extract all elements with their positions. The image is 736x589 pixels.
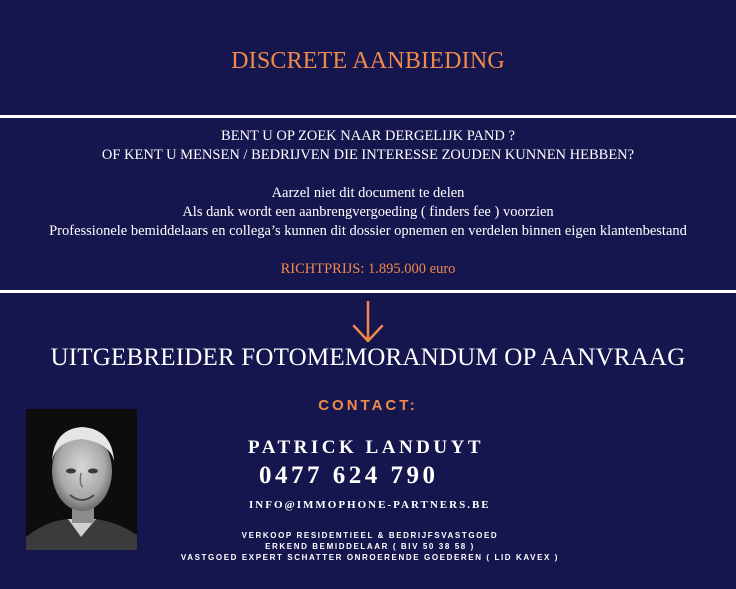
contact-phone[interactable]: 0477 624 790 xyxy=(259,462,439,489)
footer-line-3: VASTGOED EXPERT SCHATTER ONROERENDE GOEDEREN ( LID KAVEX ) xyxy=(180,553,560,562)
divider-bottom xyxy=(0,290,736,293)
page-title: DISCRETE AANBIEDING xyxy=(231,48,505,74)
message-line-3: Professionele bemiddelaars en collega’s kunnen dit dossier opnemen en verdelen binnen eigen klantenbestand xyxy=(49,223,687,239)
question-line-2: OF KENT U MENSEN / BEDRIJVEN DIE INTERESSE ZOUDEN KUNNEN HEBBEN? xyxy=(101,147,635,163)
price-line: RICHTPRIJS: 1.895.000 euro xyxy=(280,261,456,277)
headline: UITGEBREIDER FOTOMEMORANDUM OP AANVRAAG xyxy=(50,344,686,371)
contact-email[interactable]: INFO@IMMOPHONE-PARTNERS.BE xyxy=(249,499,491,511)
footer-line-1: VERKOOP RESIDENTIEEL & BEDRIJFSVASTGOED xyxy=(241,531,499,540)
message-line-2: Als dank wordt een aanbrengvergoeding ( finders fee ) voorzien xyxy=(182,204,554,220)
footer-line-2: ERKEND BEMIDDELAAR ( BIV 50 38 58 ) xyxy=(265,542,475,551)
contact-label: CONTACT: xyxy=(318,397,418,414)
arrow-down-icon xyxy=(348,298,388,346)
divider-top xyxy=(0,115,736,118)
contact-name: PATRICK LANDUYT xyxy=(248,437,484,458)
question-line-1: BENT U OP ZOEK NAAR DERGELIJK PAND ? xyxy=(221,128,515,144)
contact-photo xyxy=(26,409,137,550)
message-line-1: Aarzel niet dit document te delen xyxy=(271,185,465,201)
